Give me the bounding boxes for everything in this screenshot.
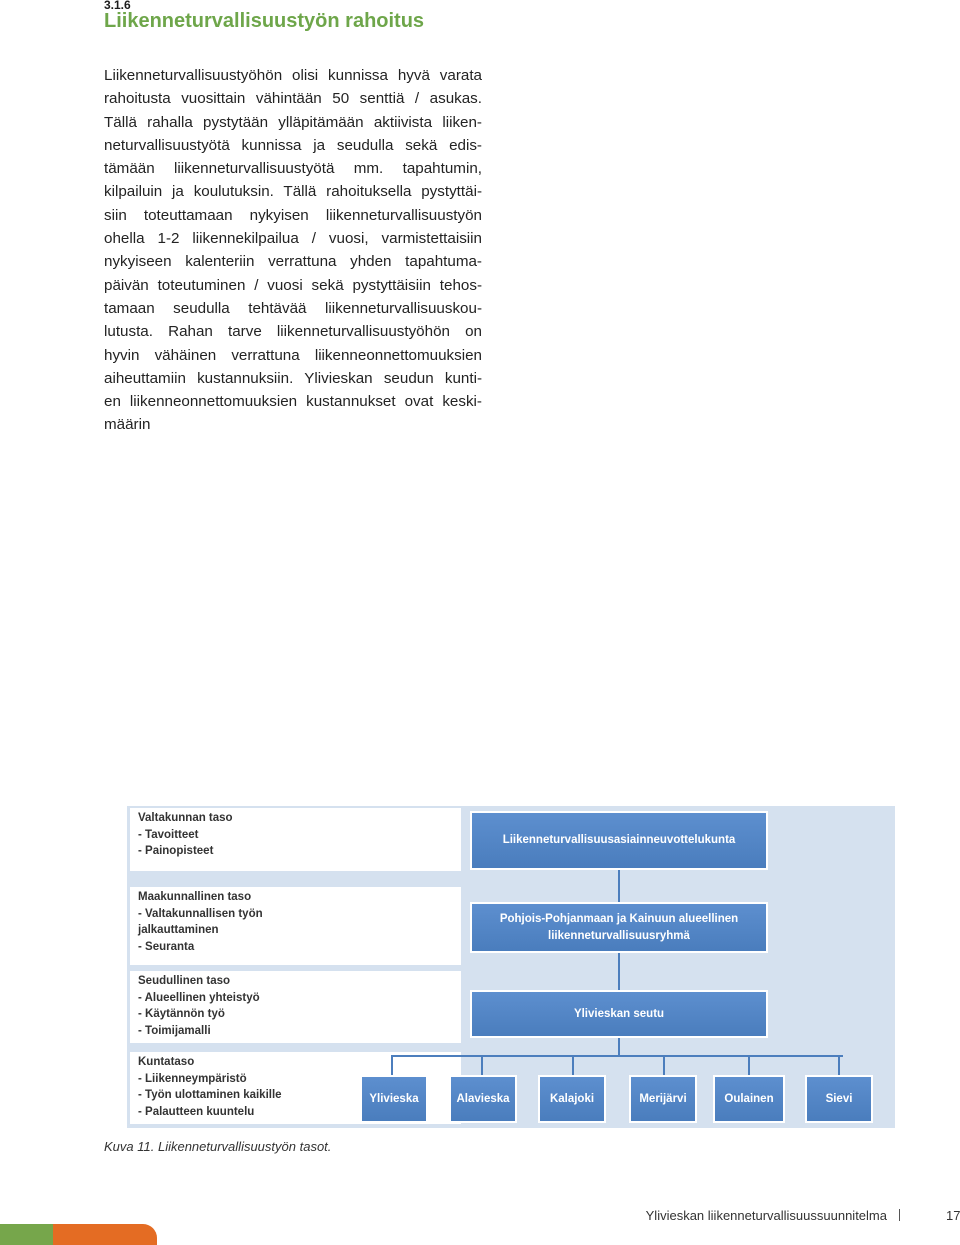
footer-title: Ylivieskan liikenneturvallisuussuunnitelma xyxy=(645,1208,887,1223)
figure-caption: Kuva 11. Liikenneturvallisuustyön tasot. xyxy=(104,1139,332,1154)
connector-line xyxy=(391,1055,843,1057)
level-item: - Tavoitteet xyxy=(138,828,199,841)
regional-group-line: liikenneturvallisuusryhmä xyxy=(548,929,690,942)
level-item: - Valtakunnallisen työn xyxy=(138,907,263,920)
body-line: päivän toteutuminen / vuosi sekä pystyttäisiin tehos- xyxy=(104,276,482,294)
body-line: lutusta. Rahan tarve liikenneturvallisuustyöhön on xyxy=(104,323,482,341)
body-line: en liikenneonnettomuuksien kustannukset ovat keski- xyxy=(104,393,482,411)
traffic-safety-levels-diagram xyxy=(127,806,895,1128)
level-regional xyxy=(130,887,461,965)
level-item: - Alueellinen yhteistyö xyxy=(138,991,260,1004)
level-heading: Kuntataso xyxy=(138,1056,195,1068)
body-line: Liikenneturvallisuustyöhön olisi kunnissa hyvä varata xyxy=(104,67,482,84)
level-item: - Palautteen kuuntelu xyxy=(138,1105,255,1118)
regional-group-box xyxy=(470,902,768,953)
municipality-box: Kalajoki xyxy=(538,1075,606,1123)
subregion-box: Ylivieskan seutu xyxy=(470,990,768,1038)
level-national xyxy=(130,808,461,871)
section-number: 3.1.6 xyxy=(104,0,131,12)
level-item: - Painopisteet xyxy=(138,845,214,857)
body-line: tamaan seudulla tehtävää liikenneturvallisuuskou- xyxy=(104,299,482,317)
body-paragraph xyxy=(104,64,482,437)
footer-orange-bar xyxy=(53,1224,157,1245)
body-line: neturvallisuustyötä kunnissa ja seudulla sekä edis- xyxy=(104,136,482,154)
level-item: - Käytännön työ xyxy=(138,1008,225,1020)
level-item: - Liikenneympäristö xyxy=(138,1072,247,1085)
body-line: tämään liikenneturvallisuustyötä mm. tapahtumin, xyxy=(104,160,482,178)
municipality-box: Ylivieska xyxy=(360,1075,428,1123)
national-council-box: Liikenneturvallisuusasiainneuvottelukunta xyxy=(470,811,768,870)
body-line: aiheuttamiin kustannuksiin. Ylivieskan seudun kunti- xyxy=(104,369,482,387)
connector-line xyxy=(618,951,620,991)
body-line: kilpailuin ja koulutuksin. Tällä rahoituksella pystyttäi- xyxy=(104,183,482,201)
footer-green-bar xyxy=(0,1224,55,1245)
body-line: rahoitusta vuosittain vähintään 50 senttiä / asukas. xyxy=(104,90,482,108)
body-line: Tällä rahalla pystytään ylläpitämään aktiivista liiken- xyxy=(104,113,482,131)
connector-line xyxy=(618,869,620,905)
municipality-box: Alavieska xyxy=(449,1075,517,1123)
section-title: Liikenneturvallisuustyön rahoitus xyxy=(104,10,425,32)
body-line: nykyiseen kalenteriin verrattuna yhden tapahtuma- xyxy=(104,253,482,271)
level-heading: Maakunnallinen taso xyxy=(138,891,252,903)
level-item: - Työn ulottaminen kaikille xyxy=(138,1089,282,1101)
level-heading: Valtakunnan taso xyxy=(138,812,233,824)
municipality-box: Merijärvi xyxy=(629,1075,697,1123)
footer-divider xyxy=(899,1209,900,1221)
body-line: siin toteuttamaan nykyisen liikenneturvallisuustyön xyxy=(104,206,482,224)
municipality-box: Sievi xyxy=(805,1075,873,1123)
level-item: - Toimijamalli xyxy=(138,1024,211,1037)
municipality-box: Oulainen xyxy=(713,1075,785,1123)
level-item: - Seuranta xyxy=(138,940,195,953)
regional-group-line: Pohjois-Pohjanmaan ja Kainuun alueellinen xyxy=(499,912,739,925)
level-subregional xyxy=(130,971,461,1043)
body-line: ohella 1-2 liikennekilpailua / vuosi, varmistettaisiin xyxy=(104,230,482,248)
page-number: 17 xyxy=(946,1208,960,1223)
level-heading: Seudullinen taso xyxy=(138,975,231,987)
level-item: jalkauttaminen xyxy=(138,924,219,936)
body-line: hyvin vähäinen verrattuna liikenneonnettomuuksien xyxy=(104,346,482,364)
connector-line xyxy=(618,1037,620,1057)
body-line: määrin xyxy=(104,416,151,434)
